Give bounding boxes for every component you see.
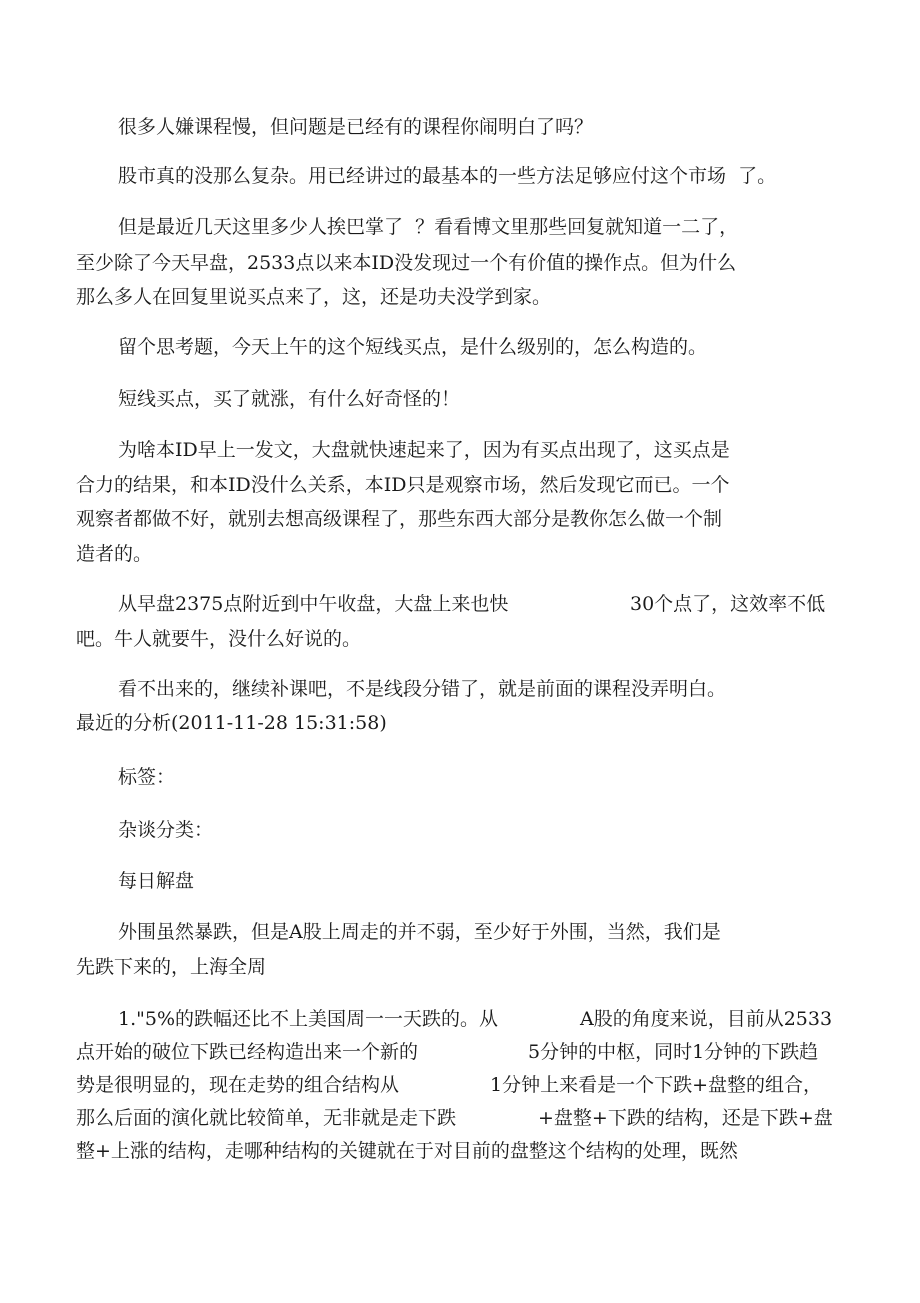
paragraph-7-line-1a: 从早盘2375点附近到中午收盘，大盘上来也快 [118,593,509,615]
paragraph-9-line-2: 先跌下来的，上海全周 [76,956,267,978]
paragraph-7-line-1b: 30个点了，这效率不低 [630,593,826,615]
category-value: 每日解盘 [118,870,195,892]
paragraph-8-line-1: 看不出来的，继续补课吧，不是线段分错了，就是前面的课程没弄明白。 [118,678,727,700]
paragraph-2-line-1: 股市真的没那么复杂。用已经讲过的最基本的一些方法足够应付这个市场 了。 [118,165,777,187]
paragraph-10-line-3b: 1分钟上来看是一个下跌+盘整的组合， [490,1074,823,1096]
paragraph-6-line-4: 造者的。 [76,543,153,565]
paragraph-3-line-2: 至少除了今天早盘，2533点以来本ID没发现过一个有价值的操作点。但为什么 [76,252,737,274]
paragraph-10-line-4a: 那么后面的演化就比较简单，无非就是走下跌 [76,1107,457,1129]
paragraph-10-line-4b: +盘整+下跌的结构，还是下跌+盘 [538,1107,833,1129]
paragraph-10-line-2b: 5分钟的中枢，同时1分钟的下跌趋 [528,1041,819,1063]
paragraph-10-line-1a: 1."5%的跌幅还比不上美国周一一天跌的。从 [118,1008,499,1030]
paragraph-10-line-3a: 势是很明显的，现在走势的组合结构从 [76,1074,400,1096]
paragraph-6-line-2: 合力的结果，和本ID没什么关系，本ID只是观察市场，然后发现它而已。一个 [76,474,730,496]
paragraph-10-line-2a: 点开始的破位下跌已经构造出来一个新的 [76,1041,419,1063]
paragraph-9-line-1: 外围虽然暴跌，但是A股上周走的并不弱，至少好于外围，当然，我们是 [118,921,721,943]
paragraph-10-line-5: 整+上涨的结构，走哪种结构的关键就在于对目前的盘整这个结构的处理，既然 [76,1140,738,1162]
paragraph-1-line-1: 很多人嫌课程慢，但问题是已经有的课程你闹明白了吗？ [118,116,594,138]
paragraph-6-line-3: 观察者都做不好，就别去想高级课程了，那些东西大部分是教你怎么做一个制 [76,508,723,530]
recent-analysis-line: 最近的分析(2011-11-28 15:31:58) [76,712,387,734]
paragraph-4-line-1: 留个思考题，今天上午的这个短线买点，是什么级别的，怎么构造的。 [118,336,708,358]
tags-label: 标签： [118,766,176,788]
paragraph-10-line-1b: A股的角度来说，目前从2533 [580,1008,833,1030]
paragraph-3-line-1: 但是最近几天这里多少人挨巴掌了 ？看看博文里那些回复就知道一二了， [118,216,739,238]
paragraph-3-line-3: 那么多人在回复里说买点来了，这，还是功夫没学到家。 [76,286,552,308]
paragraph-7-line-2: 吧。牛人就要牛，没什么好说的。 [76,628,362,650]
category-label: 杂谈分类： [118,819,214,841]
paragraph-5-line-1: 短线买点，买了就涨，有什么好奇怪的！ [118,388,461,410]
paragraph-6-line-1: 为啥本ID早上一发文，大盘就快速起来了，因为有买点出现了，这买点是 [118,439,730,461]
